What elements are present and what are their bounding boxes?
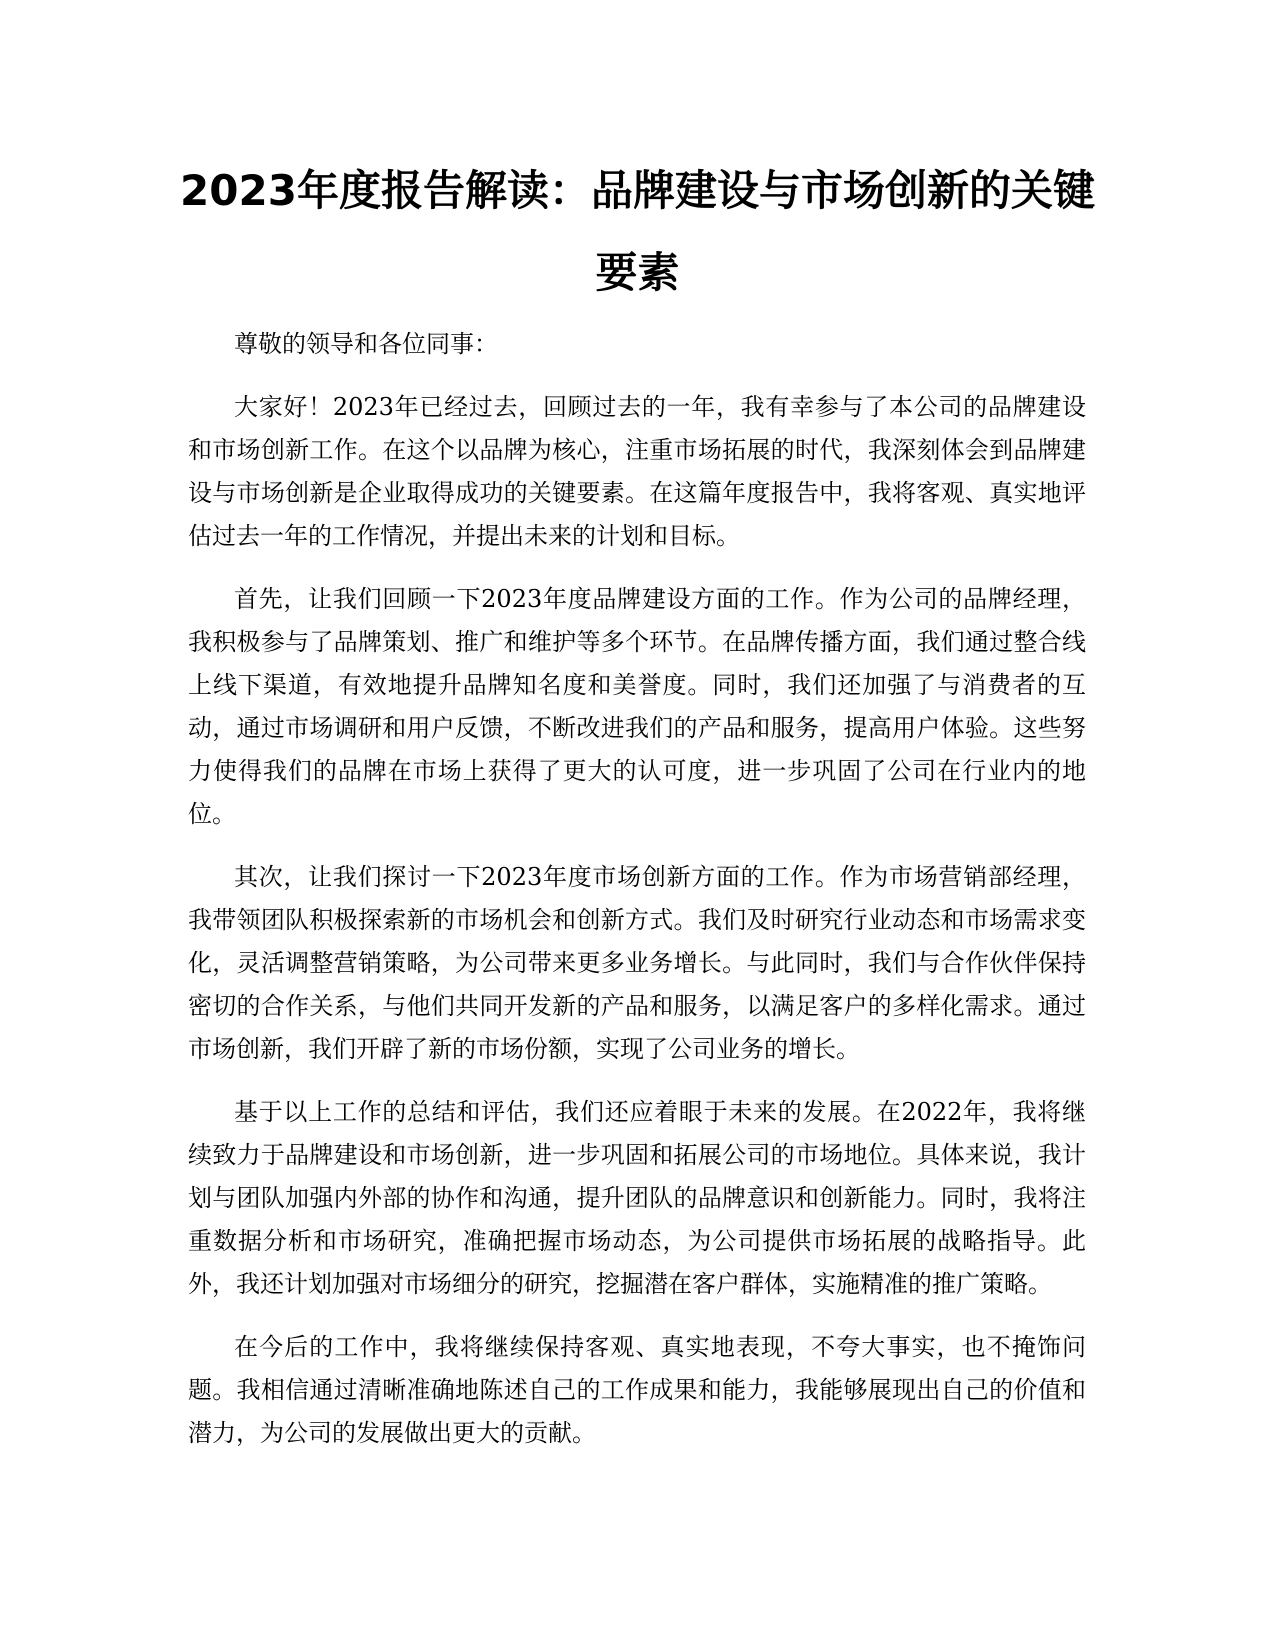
document-title: 2023年度报告解读：品牌建设与市场创新的关键要素 [180, 166, 1095, 297]
market-innovation-paragraph: 其次，让我们探讨一下2023年度市场创新方面的工作。作为市场营销部经理，我带领团队积极探索新的市场机会和创新方式。我们及时研究行业动态和市场需求变化，灵活调整营销策略，为公司带来更多业务增长。与此同时，我们与合作伙伴保持密切的合作关系，与他们共同开发新的产品和服务，以满足客户的多样化需求。通过市场创新，我们开辟了新的市场份额，实现了公司业务的增长。 [188, 863, 1086, 1063]
brand-building-paragraph: 首先，让我们回顾一下2023年度品牌建设方面的工作。作为公司的品牌经理，我积极参与了品牌策划、推广和维护等多个环节。在品牌传播方面，我们通过整合线上线下渠道，有效地提升品牌知名度和美誉度。同时，我们还加强了与消费者的互动，通过市场调研和用户反馈，不断改进我们的产品和服务，提高用户体验。这些努力使得我们的品牌在市场上获得了更大的认可度，进一步巩固了公司在行业内的地位。 [188, 585, 1086, 828]
intro-paragraph: 大家好！2023年已经过去，回顾过去的一年，我有幸参与了本公司的品牌建设和市场创新工作。在这个以品牌为核心，注重市场拓展的时代，我深刻体会到品牌建设与市场创新是企业取得成功的关键要素。在这篇年度报告中，我将客观、真实地评估过去一年的工作情况，并提出未来的计划和目标。 [188, 393, 1086, 550]
document-body [188, 323, 1086, 1475]
salutation-paragraph: 尊敬的领导和各位同事： [234, 330, 498, 358]
future-plan-paragraph: 基于以上工作的总结和评估，我们还应着眼于未来的发展。在2022年，我将继续致力于品牌建设和市场创新，进一步巩固和拓展公司的市场地位。具体来说，我计划与团队加强内外部的协作和沟通，提升团队的品牌意识和创新能力。同时，我将注重数据分析和市场研究，准确把握市场动态，为公司提供市场拓展的战略指导。此外，我还计划加强对市场细分的研究，挖掘潜在客户群体，实施精准的推广策略。 [188, 1098, 1086, 1298]
closing-paragraph: 在今后的工作中，我将继续保持客观、真实地表现，不夸大事实，也不掩饰问题。我相信通过清晰准确地陈述自己的工作成果和能力，我能够展现出自己的价值和潜力，为公司的发展做出更大的贡献。 [188, 1333, 1086, 1447]
